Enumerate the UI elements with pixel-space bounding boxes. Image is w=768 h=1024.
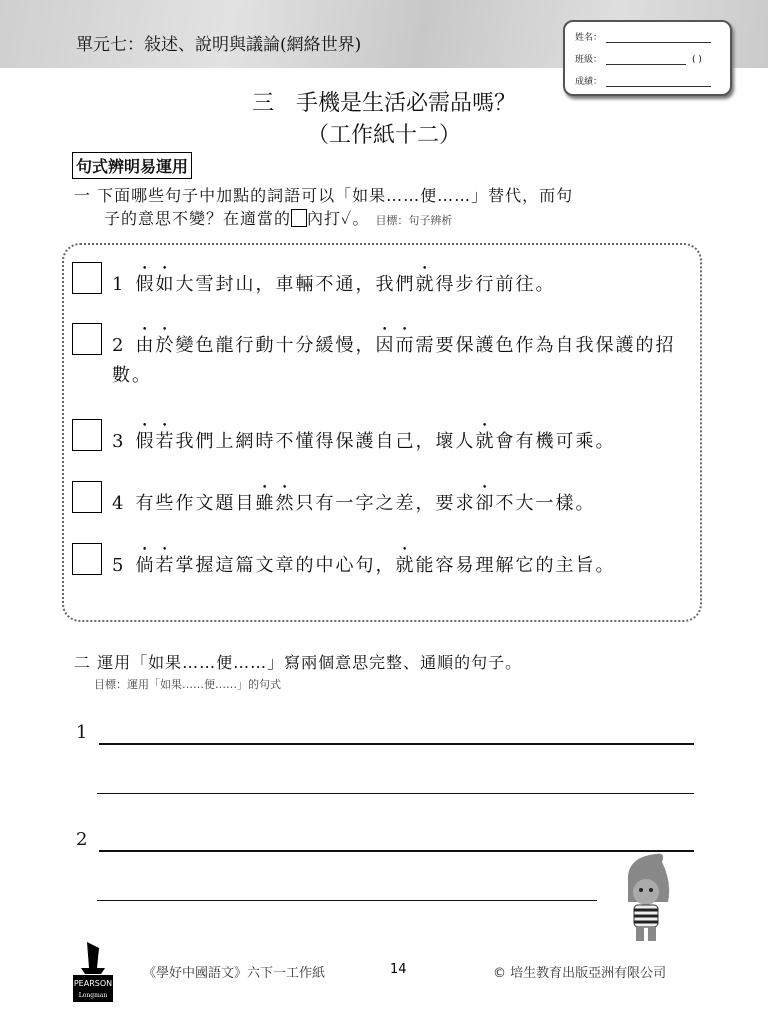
item-1: [72, 262, 702, 322]
dotted-word: 雖然: [255, 493, 296, 514]
answer-line[interactable]: [99, 850, 694, 852]
sentence-text: 不大一樣。: [495, 493, 596, 514]
answer-number: 2: [76, 829, 88, 850]
class-number-paren: ( ): [692, 55, 702, 65]
name-field[interactable]: [606, 32, 711, 43]
answer-line[interactable]: [99, 743, 694, 745]
sentence-text: 會有機可乘。: [495, 431, 616, 452]
name-label: 姓名：: [575, 33, 603, 43]
item-5: [72, 543, 702, 603]
item-text: [112, 421, 702, 457]
book-title: 《學好中國語文》六下一工作紙: [143, 966, 326, 981]
item-text: [112, 325, 702, 391]
unit-title: 單元七：敍述、說明與議論(網絡世界): [76, 35, 362, 55]
answer-number: 1: [76, 722, 88, 743]
item-text: [112, 545, 702, 581]
student-info-box: [563, 20, 732, 96]
answer-checkbox[interactable]: [72, 323, 102, 355]
score-label: 成績：: [575, 77, 603, 87]
sentence-text: 掌握這篇文章的中心句，: [175, 555, 396, 576]
dotted-word: 就: [475, 431, 496, 452]
item-3: [72, 419, 702, 479]
item-2: [72, 323, 702, 386]
sentence-text: 大雪封山，車輛不通，我們: [175, 274, 416, 295]
dotted-word: 因而: [375, 335, 416, 356]
answer-line[interactable]: [97, 900, 597, 901]
sentence-text: 得步行前往。: [435, 274, 556, 295]
dotted-word: 假若: [135, 431, 176, 452]
pearson-logo: [73, 940, 113, 1002]
question-text: 子的意思不變？在適當的: [104, 209, 292, 228]
question-1: [74, 183, 573, 229]
question-text: 內打✓。: [307, 209, 370, 228]
goal-note: 目標：句子辨析: [375, 214, 453, 227]
svg-text:PEARSON: PEARSON: [73, 979, 113, 988]
question-number: 二: [74, 653, 92, 672]
dotted-word: 倘若: [135, 555, 176, 576]
item-number: 3: [112, 431, 126, 452]
sentence-text: 變色龍行動十分緩慢，: [175, 335, 376, 356]
svg-text:Longman: Longman: [78, 992, 108, 999]
checkbox-sample-icon: [291, 209, 307, 227]
sentence-text: 能容易理解它的主旨。: [415, 555, 616, 576]
answer-checkbox[interactable]: [72, 262, 102, 294]
answer-checkbox[interactable]: [72, 481, 102, 513]
class-field[interactable]: [606, 54, 686, 65]
sentence-text: 只有一字之差，要求: [295, 493, 476, 514]
item-number: 2: [112, 335, 126, 356]
dotted-word: 卻: [475, 493, 496, 514]
sentence-text: 有些作文題目: [135, 493, 256, 514]
item-4: [72, 481, 702, 541]
class-label: 班級：: [575, 55, 603, 65]
page-subtitle: （工作紙十二）: [306, 123, 461, 148]
question-text: 運用「如果……便……」寫兩個意思完整、通順的句子。: [97, 653, 523, 672]
goal-note: 目標：運用「如果……便……」的句式: [94, 678, 281, 691]
answer-checkbox[interactable]: [72, 419, 102, 451]
dotted-word: 就: [395, 555, 416, 576]
question-number: 一: [74, 186, 92, 205]
item-number: 4: [112, 493, 126, 514]
section-label: 句式辨明易運用: [72, 152, 192, 179]
item-text: [112, 483, 702, 519]
question-text: 下面哪些句子中加點的詞語可以「如果……便……」替代，而句: [97, 186, 574, 205]
sentence-text: 需要保護色作為自我保護的招數。: [112, 335, 676, 386]
sentence-text: 我們上網時不懂得保護自己，壞人: [175, 431, 476, 452]
question-2: [74, 650, 522, 692]
page-number: 14: [390, 962, 407, 977]
answer-checkbox[interactable]: [72, 543, 102, 575]
dotted-word: 由於: [135, 335, 176, 356]
dotted-word: 就: [415, 274, 436, 295]
copyright: © 培生教育出版亞洲有限公司: [493, 966, 667, 981]
answer-line[interactable]: [97, 793, 694, 794]
dotted-word: 假如: [135, 274, 176, 295]
mascot-illustration: [616, 852, 676, 944]
item-text: [112, 264, 702, 300]
item-number: 1: [112, 274, 126, 295]
page-title: 三 手機是生活必需品嗎？: [251, 91, 516, 116]
item-number: 5: [112, 555, 126, 576]
